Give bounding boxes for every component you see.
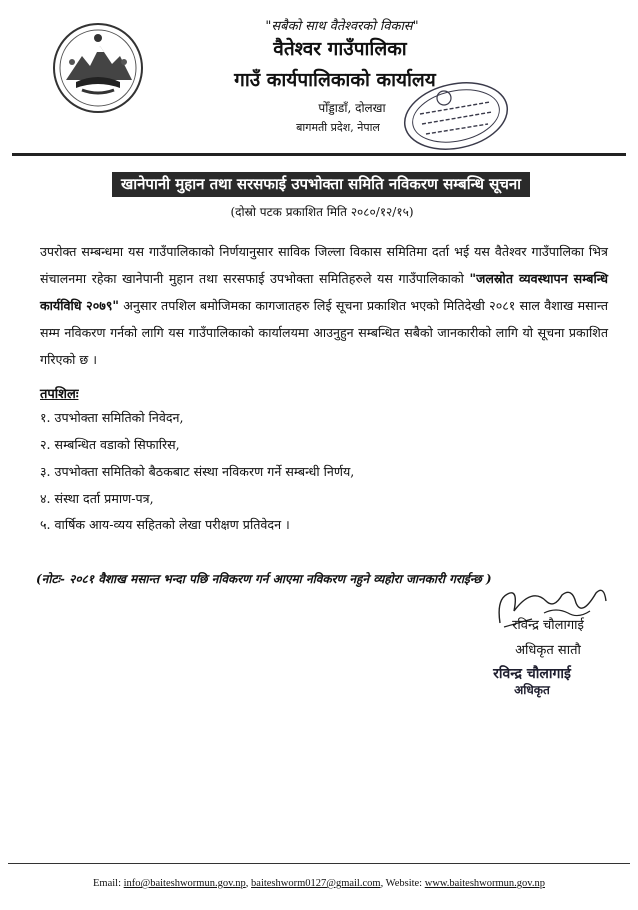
notice-title: खानेपानी मुहान तथा सरसफाई उपभोक्ता समिति नविकरण सम्बन्धि सूचना: [112, 172, 530, 197]
website-link[interactable]: www.baiteshwormun.gov.np: [424, 878, 545, 889]
nepal-emblem-logo: [52, 22, 144, 114]
detail-item-4: ४. संस्था दर्ता प्रमाण-पत्र,: [40, 491, 154, 506]
detail-item-3: ३. उपभोक्ता समितिको बैठकबाट संस्था नविकरण गर्ने सम्बन्धी निर्णय,: [40, 464, 355, 479]
body-text-bold: "जलस्रोत व्यवस्थापन सम्बन्धि कार्यविधि २०७९": [40, 271, 608, 313]
email-link-1[interactable]: info@baiteshwormun.gov.np: [123, 878, 246, 889]
body-text-part1: उपरोक्त सम्बन्धमा यस गाउँपालिकाको निर्णयानुसार साविक जिल्ला विकास समितिमा दर्ता भई यस वैतेश्वर गाउँपालिका भित्र संचालनमा रहेका खानेपानी मुहान तथा सरसफाई उपभोक्ता समितिहरुले यस गाउँपालिकाको: [40, 244, 608, 286]
detail-item-5: ५. वार्षिक आय-व्यय सहितको लेखा परीक्षण प्रतिवेदन ।: [40, 517, 290, 532]
office-subtitle: गाउँ कार्यपालिकाको कार्यालय: [234, 69, 436, 91]
publish-date: (दोस्रो पटक प्रकाशित मिति २०८०/१२/१५): [230, 205, 414, 219]
signer-name: रविन्द्र चौलागाई: [512, 618, 584, 633]
address-line-2: बागमती प्रदेश, नेपाल: [296, 121, 380, 134]
address-line-1: पोँड्डाडाँ, दोलखा: [318, 101, 386, 115]
body-text-part2: अनुसार तपशिल बमोजिमका कागजातहरु लिई सूचना प्रकाशित भएको मितिदेखी २०८१ साल वैशाख मसान्त सम्म नविकरण गर्नको लागि यस गाउँपालिकाको कार्यालयमा आउनुहुन सम्बन्धित सबैको जानकारीको लागि यो सूचना प्रकाशित गरिएको छ ।: [40, 298, 608, 367]
detail-item-1: १. उपभोक्ता समितिको निवेदन,: [40, 410, 184, 425]
footer-divider: [8, 863, 630, 864]
footer-contact: Email: info@baiteshwormun.gov.np, baiteshworm0127@gmail.com, Website: www.baiteshwormun.gov.np: [93, 878, 545, 889]
note: (नोटः- २०८१ वैशाख मसान्त भन्दा पछि नविकरण गर्न आएमा नविकरण नहुने व्यहोरा जानकारी गराईन्छ ): [36, 572, 492, 586]
signer-post: अधिकृत सातौ: [515, 643, 581, 658]
website-label: Website:: [385, 878, 423, 889]
signer-stamp-post: अधिकृत: [514, 683, 550, 697]
office-stamp: [400, 80, 510, 152]
notice-body: [40, 238, 608, 373]
details-heading: तपशिलः: [40, 387, 79, 402]
signer-stamp-name: रविन्द्र चौलागाई: [493, 666, 571, 682]
email-link-2[interactable]: baiteshworm0127@gmail.com: [251, 878, 381, 889]
email-label: Email:: [93, 878, 122, 889]
motto: "सबैको साथ वैतेश्वरको विकास": [265, 19, 419, 34]
header-divider: [12, 153, 626, 156]
detail-item-2: २. सम्बन्धित वडाको सिफारिस,: [40, 437, 180, 452]
office-name: वैतेश्वर गाउँपालिका: [273, 38, 407, 60]
